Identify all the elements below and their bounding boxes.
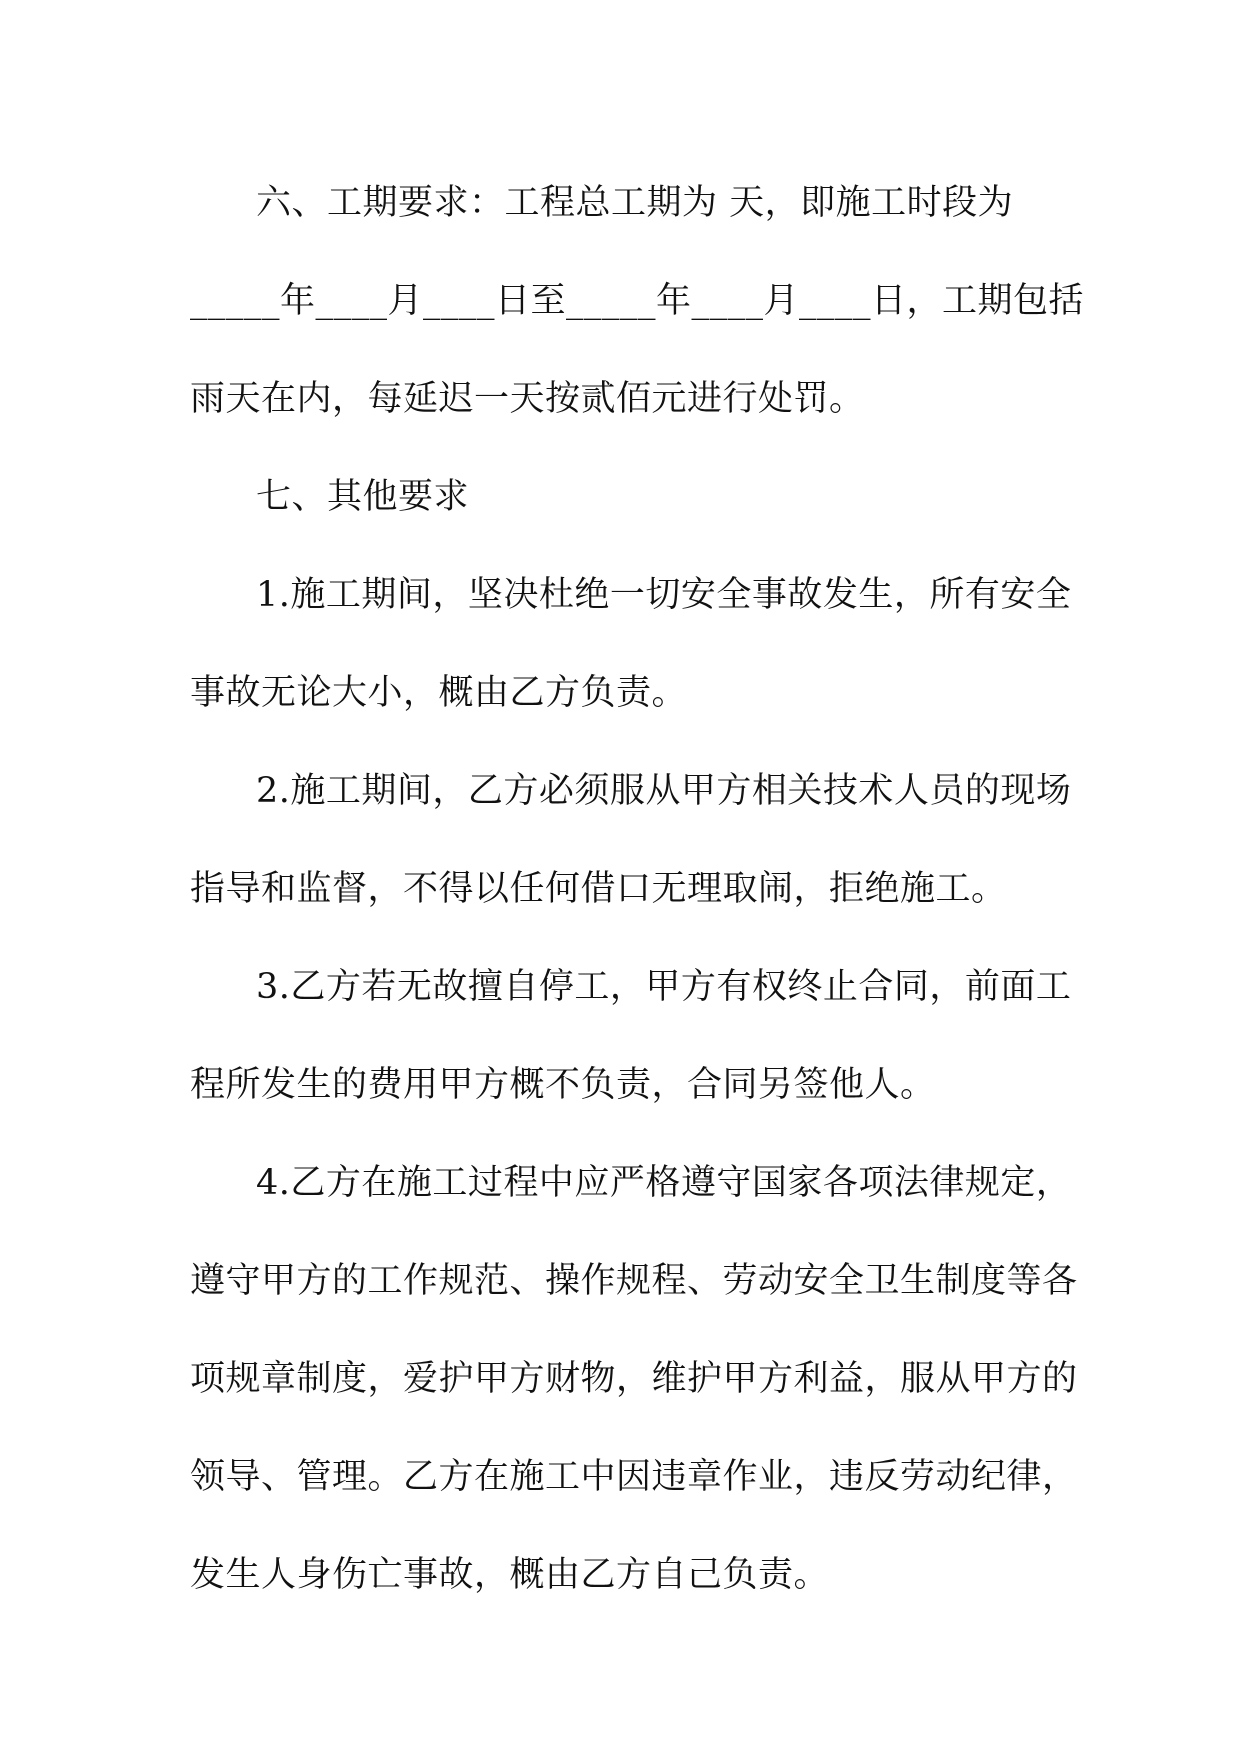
item-4-line-5: 发生人身伤亡事故，概由乙方自己负责。 [190, 1555, 830, 1595]
item-4-line-1: 4.乙方在施工过程中应严格遵守国家各项法律规定， [256, 1163, 1072, 1203]
section-six-line-2: _____年____月____日至_____年____月____日，工期包括 [190, 281, 1085, 321]
section-six-line-1: 六、工期要求：工程总工期为 天，即施工时段为 [256, 183, 1014, 223]
item-4-line-3: 项规章制度，爱护甲方财物，维护甲方利益，服从甲方的 [190, 1359, 1078, 1399]
document-body [190, 168, 1085, 1638]
section-seven-heading: 七、其他要求 [256, 477, 470, 517]
item-3-line-1: 3.乙方若无故擅自停工，甲方有权终止合同，前面工 [256, 967, 1072, 1007]
section-six-line-3: 雨天在内，每延迟一天按贰佰元进行处罚。 [190, 379, 865, 419]
item-2-line-1: 2.施工期间，乙方必须服从甲方相关技术人员的现场 [256, 771, 1072, 811]
item-1-line-2: 事故无论大小，概由乙方负责。 [190, 673, 688, 713]
item-2-line-2: 指导和监督，不得以任何借口无理取闹，拒绝施工。 [190, 869, 1007, 909]
item-1-line-1: 1.施工期间，坚决杜绝一切安全事故发生，所有安全 [256, 575, 1072, 615]
item-4-line-4: 领导、管理。乙方在施工中因违章作业，违反劳动纪律， [190, 1457, 1078, 1497]
item-4-line-2: 遵守甲方的工作规范、操作规程、劳动安全卫生制度等各 [190, 1261, 1078, 1301]
item-3-line-2: 程所发生的费用甲方概不负责，合同另签他人。 [190, 1065, 936, 1105]
